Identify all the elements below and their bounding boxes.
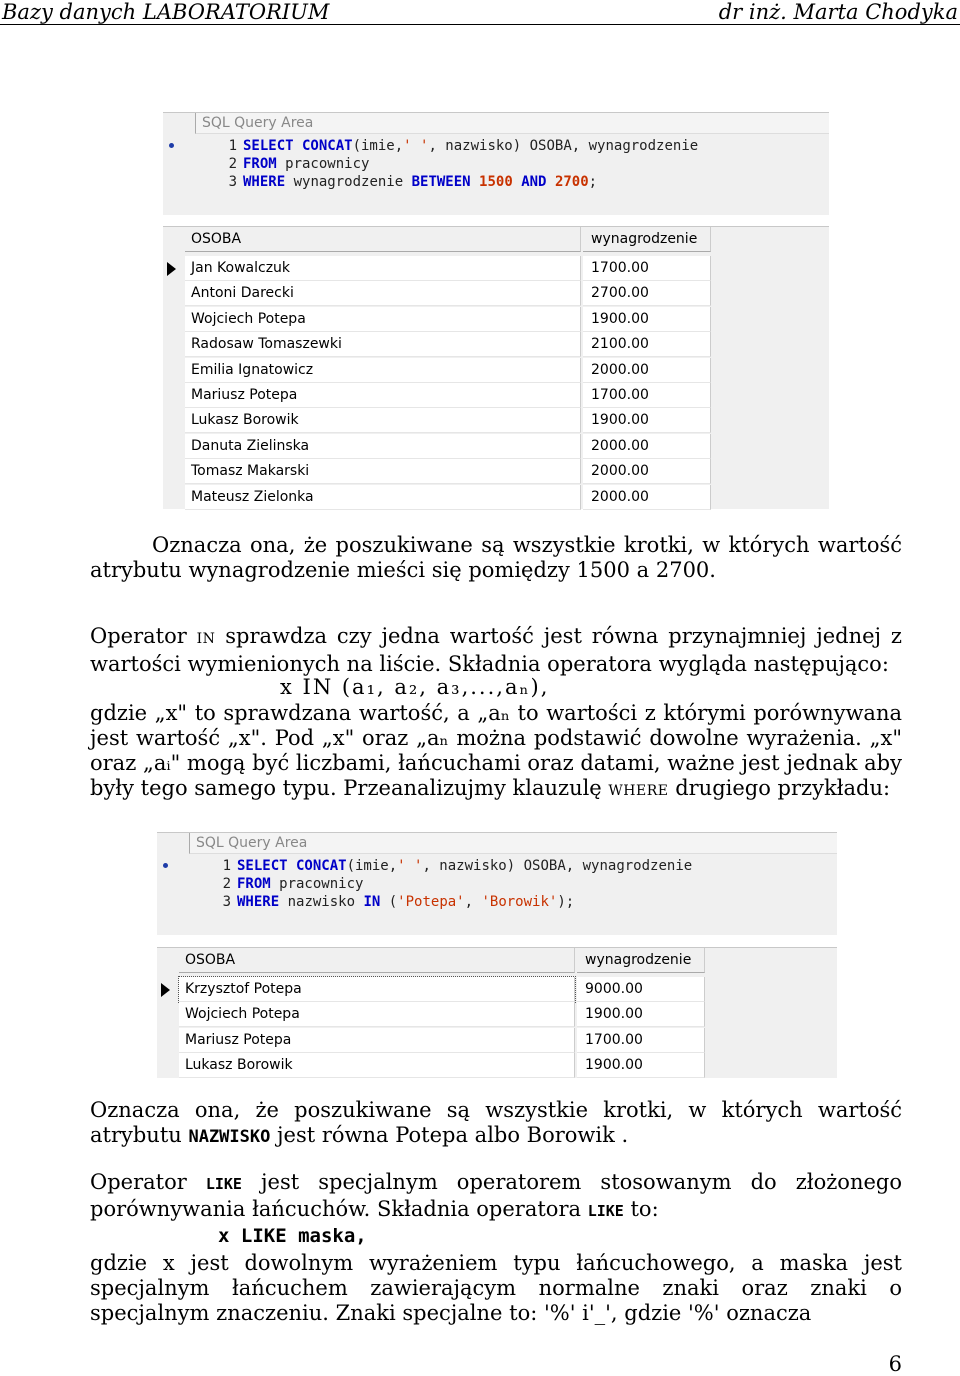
paragraph-like-explanation: gdzie x jest dowolnym wyrażeniem typu łańcuchowego, a maska jest specjalnym łańcuchem zawierającym normalne znaki oraz znaki o specjalnym znaczeniu. Znaki specjalne to: '%' i'_', gdzie '%' oznacza (90, 1251, 902, 1325)
table-row[interactable] (163, 485, 829, 510)
sql-code-line[interactable] (163, 155, 829, 173)
table-cell: 1700.00 (583, 256, 711, 281)
grid-header-row (163, 227, 829, 252)
table-row[interactable] (163, 459, 829, 484)
table-row[interactable] (163, 281, 829, 306)
sql-token: (imie, (352, 138, 404, 154)
sql-query-area-2[interactable] (157, 832, 837, 935)
table-cell: Lukasz Borowik (185, 408, 581, 433)
table-row[interactable] (157, 1053, 837, 1078)
table-cell: Antoni Darecki (185, 281, 581, 306)
table-cell: Mariusz Potepa (185, 383, 581, 408)
sql-token: , (464, 894, 482, 910)
table-row[interactable] (157, 1002, 837, 1027)
sql-token: FROM (243, 156, 277, 172)
table-row[interactable] (163, 256, 829, 281)
sql-code (237, 875, 363, 893)
sql-code (237, 893, 574, 911)
table-cell: Tomasz Makarski (185, 459, 581, 484)
line-number: 2 (222, 876, 231, 892)
table-cell: Emilia Ignatowicz (185, 358, 581, 383)
table-cell: Jan Kowalczuk (185, 256, 581, 281)
sql-query-area-caption: SQL Query Area (189, 833, 837, 854)
sql-query-area-1[interactable] (163, 112, 829, 215)
sql-query-area-caption: SQL Query Area (195, 113, 829, 134)
row-selector-icon (167, 262, 176, 276)
sql-code-line[interactable] (163, 173, 829, 191)
keyword-like: LIKE (587, 1202, 624, 1220)
table-cell: 1700.00 (577, 1028, 705, 1053)
sql-token: nazwisko (279, 894, 364, 910)
table-cell: 2000.00 (583, 434, 711, 459)
table-cell: 2000.00 (583, 485, 711, 510)
sql-token: ); (557, 894, 575, 910)
sql-token (471, 174, 479, 190)
result-grid-1[interactable] (163, 226, 829, 509)
table-cell: 2100.00 (583, 332, 711, 357)
column-header[interactable]: OSOBA (179, 948, 575, 973)
sql-token (513, 174, 521, 190)
table-cell: Wojciech Potepa (179, 1002, 575, 1027)
sql-token: 1500 (479, 174, 513, 190)
table-cell: 1900.00 (583, 408, 711, 433)
table-row[interactable] (163, 307, 829, 332)
sql-token: BETWEEN (411, 174, 471, 190)
sql-token: SELECT CONCAT (243, 138, 353, 154)
table-cell: 1900.00 (583, 307, 711, 332)
sql-code (243, 137, 698, 155)
table-row[interactable] (163, 408, 829, 433)
paragraph-in-result-explanation: Oznacza ona, że poszukiwane są wszystkie krotki, w których wartość atrybutu NAZWISKO jest równa Potepa albo Borowik . (90, 1098, 902, 1147)
table-row[interactable] (157, 977, 837, 1002)
keyword-in: IN (196, 631, 216, 647)
sql-code (237, 857, 692, 875)
grid-header-row (157, 948, 837, 973)
sql-token: , nazwisko) OSOBA, wynagrodzenie (428, 138, 699, 154)
sql-code-line[interactable] (157, 893, 837, 911)
table-cell: 1900.00 (577, 1002, 705, 1027)
table-cell: Wojciech Potepa (185, 307, 581, 332)
sql-token: IN (363, 894, 381, 910)
sql-code-line[interactable] (157, 857, 837, 875)
table-cell: 2000.00 (583, 358, 711, 383)
header-right: dr inż. Marta Chodyka (718, 0, 958, 24)
sql-token: wynagrodzenie (285, 174, 412, 190)
sql-code (243, 155, 369, 173)
sql-token: WHERE (237, 894, 280, 910)
line-number: 1 (222, 858, 231, 874)
table-row[interactable] (157, 1028, 837, 1053)
keyword-nazwisko: NAZWISKO (188, 1127, 271, 1147)
table-cell: 9000.00 (577, 977, 705, 1002)
line-number: 2 (228, 156, 237, 172)
table-row[interactable] (163, 358, 829, 383)
table-cell: Lukasz Borowik (179, 1053, 575, 1078)
line-number: 1 (228, 138, 237, 154)
sql-token: AND (521, 174, 547, 190)
page-number: 6 (888, 1352, 902, 1376)
sql-token: (imie, (346, 858, 398, 874)
sql-token: pracownicy (276, 156, 370, 172)
table-cell: 1700.00 (583, 383, 711, 408)
column-header[interactable]: OSOBA (185, 227, 581, 252)
sql-token: 2700 (554, 174, 589, 190)
page-header (0, 0, 960, 25)
table-cell: 2000.00 (583, 459, 711, 484)
column-header[interactable]: wynagrodzenie (577, 948, 705, 973)
table-cell: Mariusz Potepa (179, 1028, 575, 1053)
sql-token (547, 174, 555, 190)
sql-code (243, 173, 597, 191)
keyword-like: LIKE (205, 1175, 242, 1193)
paragraph-between-explanation: Oznacza ona, że poszukiwane są wszystkie krotki, w których wartość atrybutu wynagrodzenie mieści się pomiędzy 1500 a 2700. (90, 533, 902, 582)
table-cell: Krzysztof Potepa (179, 977, 575, 1002)
in-syntax-formula: x IN (a₁, a₂, a₃,...,aₙ), (280, 675, 550, 699)
header-left: Bazy danych LABORATORIUM (2, 0, 330, 24)
line-number: 3 (222, 894, 231, 910)
sql-token: 'Potepa' (397, 894, 465, 910)
row-selector-icon (161, 983, 170, 997)
sql-token: 'Borowik' (481, 894, 558, 910)
sql-token: ( (380, 894, 398, 910)
sql-token: , nazwisko) OSOBA, wynagrodzenie (422, 858, 693, 874)
sql-token: FROM (237, 876, 271, 892)
sql-token: WHERE (243, 174, 286, 190)
sql-token: SELECT CONCAT (237, 858, 347, 874)
table-cell: Radosaw Tomaszewki (185, 332, 581, 357)
table-cell: 1900.00 (577, 1053, 705, 1078)
like-syntax-formula: x LIKE maska, (218, 1225, 367, 1247)
sql-code-line[interactable] (157, 875, 837, 893)
table-cell: Danuta Zielinska (185, 434, 581, 459)
sql-token: pracownicy (270, 876, 364, 892)
sql-token: ; (588, 174, 598, 190)
sql-code-line[interactable] (163, 137, 829, 155)
paragraph-in-operator: Operator IN sprawdza czy jedna wartość jest równa przynajmniej jednej z wartości wymienionych na liście. Składnia operatora wygląda następująco: (90, 624, 902, 676)
table-row[interactable] (163, 332, 829, 357)
paragraph-in-explanation: gdzie „x" to sprawdzana wartość, a „aₙ to wartości z którymi porównywana jest wartość „x". Pod „x" oraz „aₙ można podstawić dowolne wyrażenia. „x" oraz „aᵢ" mogą być liczbami, łańcuchami oraz datami, ważne jest jednak aby były tego samego typu. Przeanalizujmy klauzulę WHERE drugiego przykładu: (90, 701, 902, 800)
table-cell: 2700.00 (583, 281, 711, 306)
result-grid-2[interactable] (157, 947, 837, 1078)
table-row[interactable] (163, 434, 829, 459)
paragraph-like-operator: Operator LIKE jest specjalnym operatorem stosowanym do złożonego porównywania łańcuchów. Składnia operatora LIKE to: (90, 1170, 902, 1221)
table-row[interactable] (163, 383, 829, 408)
sql-token: ' ' (397, 858, 423, 874)
column-header[interactable]: wynagrodzenie (583, 227, 711, 252)
sql-token: ' ' (403, 138, 429, 154)
line-number: 3 (228, 174, 237, 190)
keyword-where: WHERE (608, 783, 669, 799)
table-cell: Mateusz Zielonka (185, 485, 581, 510)
